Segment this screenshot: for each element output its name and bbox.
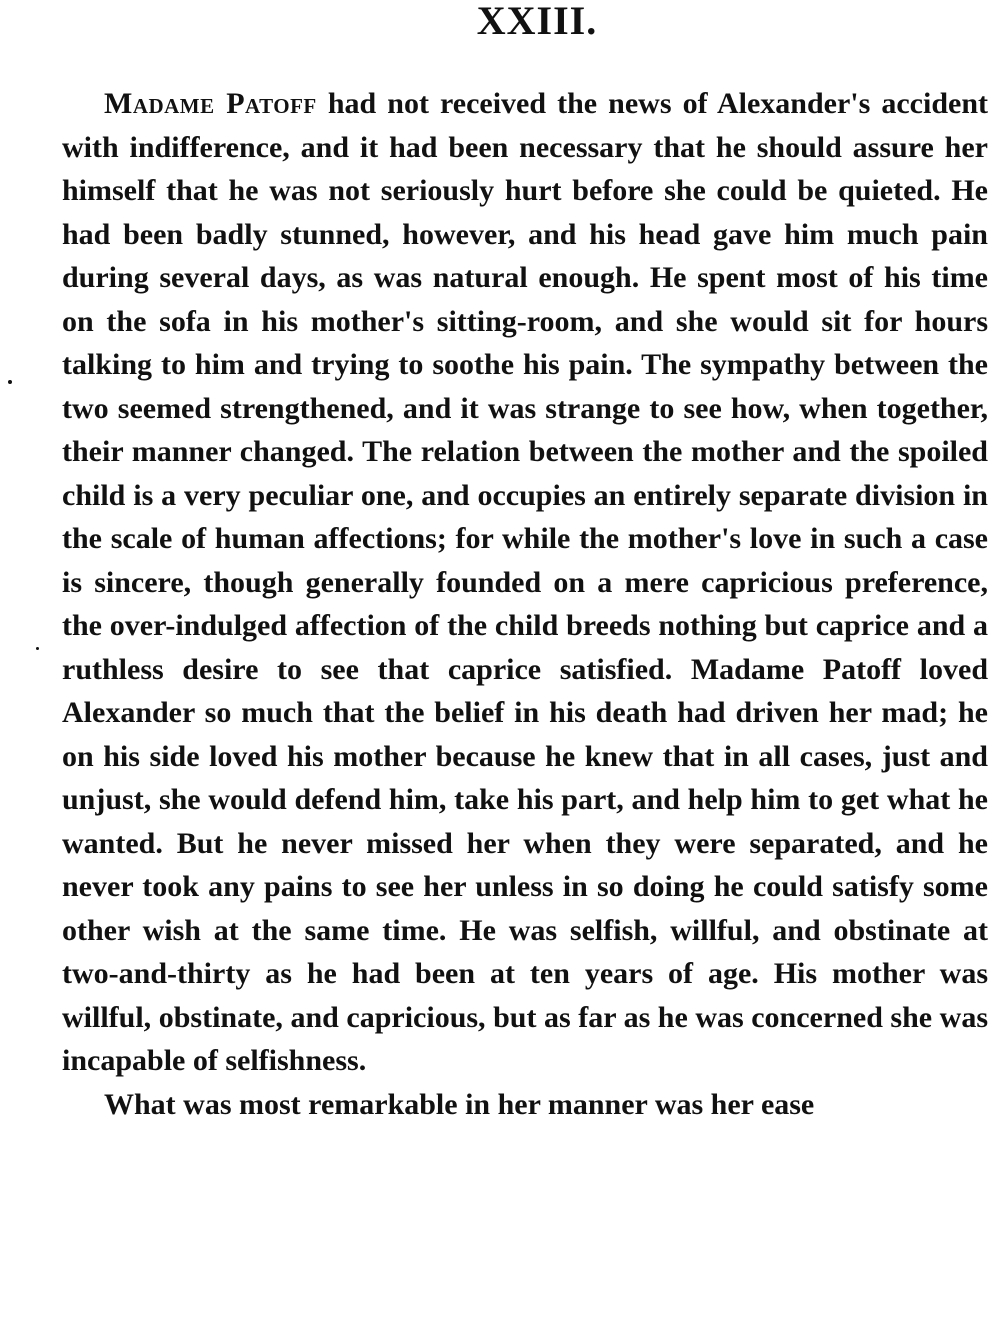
book-page bbox=[62, 0, 988, 1126]
paragraph-1-text: had not received the news of Alexander's accident with indifference, and it had been necessary that he should assure her himself that he was not seriously hurt before she could be quieted. He had been badly stunned, however, and his head gave him much pain during several days, as was natural enough. He spent most of his time on the sofa in his mother's sitting-room, and she would sit for hours talking to him and trying to soothe his pain. The sympathy between the two seemed strengthened, and it was strange to see how, when together, their manner changed. The relation between the mother and the spoiled child is a very peculiar one, and occupies an entirely separate division in the scale of human affections; for while the mother's love in such a case is sincere, though generally founded on a mere capricious preference, the over-indulged affection of the child breeds nothing but caprice and a ruthless desire to see that caprice satisfied. Madame Patoff loved Alexander so much that the belief in his death had driven her mad; he on his side loved his mother because he knew that in all cases, just and unjust, she would defend him, take his part, and help him to get what he wanted. But he never missed her when they were separated, and he never took any pains to see her unless in so doing he could satisfy some other wish at the same time. He was selfish, willful, and obstinate at two-and-thirty as he had been at ten years of age. His mother was willful, obstinate, and capricious, but as far as he was concerned she was incapable of selfishness. bbox=[62, 87, 988, 1077]
paragraph-lead-smallcaps: Madame Patoff bbox=[104, 87, 317, 120]
scan-speck bbox=[8, 380, 12, 384]
chapter-heading bbox=[62, 4, 988, 44]
paragraph-2 bbox=[62, 1083, 988, 1127]
chapter-number: XXIII. bbox=[476, 4, 598, 43]
paragraph-2-text: What was most remarkable in her manner was her ease bbox=[104, 1087, 815, 1121]
paragraph-1 bbox=[62, 82, 988, 1083]
scan-speck bbox=[36, 647, 39, 650]
